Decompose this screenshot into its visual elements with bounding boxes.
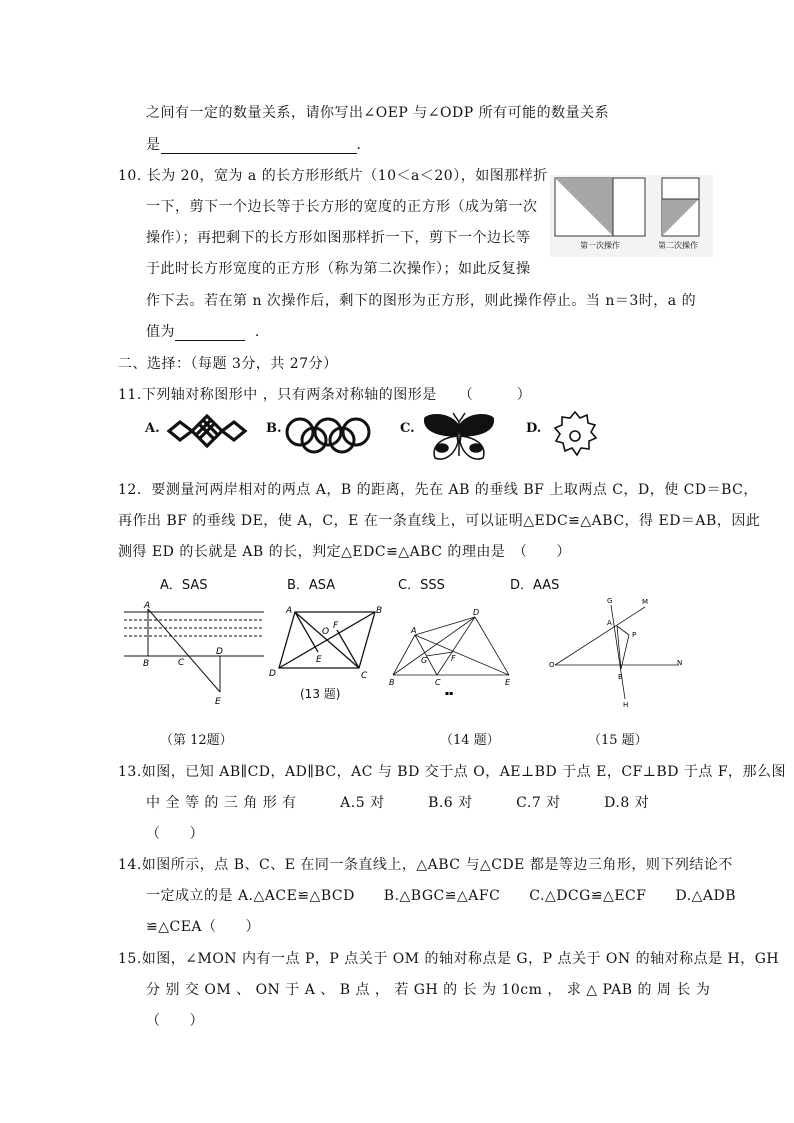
fig14-label-b: B (389, 678, 395, 687)
q10-line5: 作下去。若在第 n 次操作后，剩下的图形为正方形，则此操作停止。当 n＝3时，a 的 (146, 293, 697, 309)
fig15-label-g: G (607, 597, 613, 605)
fig15-label-h: H (623, 701, 629, 709)
q11-option-c-label[interactable]: C. (400, 421, 415, 436)
fig13-label-o: O (322, 627, 330, 637)
q15-line1: 15.如图，∠MON 内有一点 P，P 点关于 OM 的轴对称点是 G，P 点关于 ON 的轴对称点是 H，GH (118, 951, 780, 967)
q9-line2-suffix: . (356, 137, 362, 153)
q12-option-b[interactable]: B．ASA (287, 578, 336, 593)
q15-line2: 分 别 交 OM 、 ON 于 A 、 B 点 ， 若 GH 的 长 为 10cm ， 求 △ PAB 的 周 长 为 (146, 982, 711, 998)
fig12-caption: （第 12题） (160, 733, 233, 748)
q11-option-a-label[interactable]: A. (145, 421, 160, 436)
q9-answer-blank[interactable] (161, 139, 357, 154)
fig14-label-e: E (505, 678, 511, 687)
q10-figure-caption-2: 第二次操作 (658, 241, 698, 250)
fig12-label-e: E (215, 697, 221, 707)
q10-line6-prefix: 值为 (146, 324, 175, 340)
fig14-label-d: D (473, 608, 480, 617)
fig14-caption: （14 题） (440, 733, 500, 748)
q9-line2 (146, 134, 361, 154)
fig14-label-f: F (451, 654, 456, 663)
q15-line3: （ ） (146, 1013, 204, 1029)
fig14-stray-mark: ▪▪ (445, 690, 454, 697)
fig14-label-c: C (435, 678, 441, 687)
q11-option-d-label[interactable]: D. (526, 421, 542, 436)
fig13-label-f: F (333, 621, 339, 631)
fig14-diagram (385, 605, 517, 701)
fig13-caption: (13 题) (300, 687, 341, 701)
q10-line6 (146, 321, 260, 341)
q10-line2: 一下，剪下一个边长等于长方形的宽度的正方形（成为第一次 (146, 199, 538, 215)
fig12-label-c: C (178, 658, 185, 668)
q9-line1: 之间有一定的数量关系，请你写出∠OEP 与∠ODP 所有可能的数量关系 (146, 105, 610, 121)
q13-line2: 中 全 等 的 三 角 形 有 A.5 对 B.6 对 C.7 对 D.8 对 (146, 795, 650, 811)
fig13-label-e: E (316, 655, 322, 665)
q9-line2-prefix: 是 (146, 137, 161, 153)
q11-option-b-label[interactable]: B. (266, 421, 282, 436)
fig15-label-p: P (632, 631, 637, 639)
butterfly-icon (421, 412, 497, 468)
section-2-title: 二、选择：（每题 3分，共 27分） (118, 356, 338, 372)
fig15-label-o: O (549, 661, 555, 669)
q10-line6-suffix: . (254, 324, 260, 340)
q12-line3: 测得 ED 的长就是 AB 的长，判定△EDC≌△ABC 的理由是 （ ） (118, 544, 571, 560)
fig13-diagram (265, 600, 387, 686)
fig15-label-n: N (677, 659, 683, 667)
q12-line2: 再作出 BF 的垂线 DE，使 A，C，E 在一条直线上，可以证明△EDC≌△ABC，得 ED＝AB，因此 (118, 513, 761, 529)
q14-line2: 一定成立的是 A.△ACE≌△BCD B.△BGC≌△AFC C.△DCG≌△ECF D.△ADB (146, 888, 737, 904)
q12-option-c[interactable]: C．SSS (398, 578, 445, 593)
fig12-label-d: D (216, 647, 223, 657)
fig14-label-g: G (421, 656, 428, 665)
q10-line4: 于此时长方形宽度的正方形（称为第二次操作）；如此反复操 (146, 261, 531, 277)
fig12-diagram (120, 598, 265, 714)
q12-line1: 12．要测量河两岸相对的两点 A，B 的距离，先在 AB 的垂线 BF 上取两点 C，D，使 CD＝BC， (118, 482, 758, 498)
fig12-label-a: A (144, 601, 151, 611)
q10-line3: 操作）；再把剩下的长方形如图那样折一下，剪下一个边长等 (146, 230, 531, 246)
q13-line1: 13.如图，已知 AB∥CD，AD∥BC，AC 与 BD 交于点 O，AE⊥BD 于点 E，CF⊥BD 于点 F，那么图 (118, 764, 787, 780)
fig15-label-a: A (607, 619, 612, 627)
fig13-label-c: C (361, 671, 368, 681)
fig15-label-m: M (642, 598, 649, 606)
q14-line1: 14.如图所示，点 B、C、E 在同一条直线上，△ABC 与△CDE 都是等边三角形，则下列结论不 (118, 857, 733, 873)
q14-line3: ≌△CEA（ ） (146, 919, 261, 935)
fig15-caption: （15 题） (588, 733, 648, 748)
q11-stem: 11.下列轴对称图形中 ，只有两条对称轴的图形是 （ ） (118, 387, 532, 403)
fig13-label-d: D (269, 669, 276, 679)
five-rings-icon (283, 414, 373, 458)
fig15-diagram (545, 595, 690, 714)
fig14-label-a: A (411, 626, 417, 635)
chinese-knot-icon (166, 414, 248, 454)
q10-answer-blank[interactable] (175, 326, 245, 341)
q10-line1: 10. 长为 20，宽为 a 的长方形形纸片（10＜a＜20），如图那样折 (118, 168, 548, 184)
snowflake-icon (548, 408, 602, 468)
fig13-label-b: B (376, 606, 383, 616)
q12-option-d[interactable]: D．AAS (510, 578, 560, 593)
fig12-label-b: B (143, 659, 150, 669)
q12-option-a[interactable]: A．SAS (160, 578, 208, 593)
q10-figure (550, 175, 713, 257)
q13-line3: （ ） (146, 826, 204, 842)
q10-figure-caption-1: 第一次操作 (580, 241, 620, 250)
fig13-label-a: A (286, 606, 293, 616)
fig15-label-b: B (618, 673, 623, 681)
